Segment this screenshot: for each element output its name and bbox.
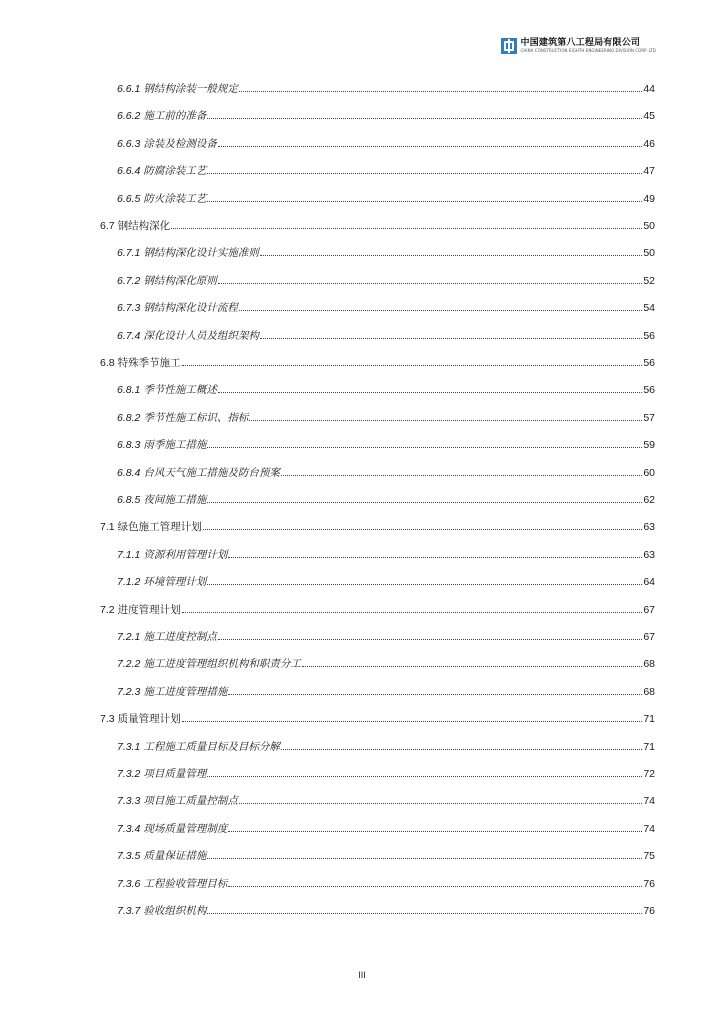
toc-entry-page: 52 <box>643 274 655 287</box>
toc-dot-leader <box>207 447 642 448</box>
toc-entry-number: 7.3.1 <box>117 740 141 753</box>
toc-entry[interactable] <box>117 82 655 96</box>
toc-entry-page: 76 <box>643 877 655 890</box>
page-number: III <box>358 970 366 980</box>
toc-dot-leader <box>281 749 642 750</box>
toc-entry[interactable] <box>100 712 655 726</box>
toc-entry-number: 6.8.3 <box>117 439 141 452</box>
toc-entry-number: 7.3.5 <box>117 850 141 863</box>
toc-entry-page: 50 <box>643 220 655 232</box>
toc-dot-leader <box>239 91 642 92</box>
toc-entry-page: 71 <box>643 713 655 726</box>
toc-entry-title: 施工进度管理措施 <box>143 685 228 698</box>
toc-entry-number: 7.1.2 <box>117 576 141 589</box>
toc-entry-title: 防腐涂装工艺 <box>143 165 207 178</box>
toc-entry[interactable] <box>100 520 655 534</box>
toc-entry-number: 6.6.3 <box>117 137 141 150</box>
toc-dot-leader <box>218 283 642 284</box>
toc-entry[interactable] <box>117 164 655 178</box>
cscec-logo-icon <box>501 38 517 54</box>
toc-dot-leader <box>260 338 642 339</box>
toc-entry-title: 钢结构深化设计流程 <box>143 302 238 315</box>
toc-dot-leader <box>281 475 642 476</box>
toc-dot-leader <box>228 557 642 558</box>
toc-entry-title: 资源利用管理计划 <box>143 548 228 561</box>
toc-entry-page: 68 <box>643 685 655 698</box>
toc-entry[interactable] <box>117 822 655 836</box>
toc-entry[interactable] <box>117 794 655 808</box>
toc-dot-leader <box>182 612 643 613</box>
page-header <box>501 38 657 54</box>
toc-entry[interactable] <box>117 383 655 397</box>
toc-entry-page: 74 <box>643 795 655 808</box>
toc-entry-number: 7.1.1 <box>117 548 141 561</box>
toc-entry[interactable] <box>100 603 655 617</box>
toc-entry-number: 7.3.3 <box>117 795 141 808</box>
toc-dot-leader <box>249 420 642 421</box>
toc-entry[interactable] <box>117 493 655 507</box>
toc-entry[interactable] <box>100 356 655 370</box>
toc-entry-page: 63 <box>643 521 655 534</box>
toc-dot-leader <box>171 228 642 229</box>
toc-entry-page: 56 <box>643 384 655 397</box>
toc-entry-title: 深化设计人员及组织架构 <box>143 329 259 342</box>
toc-entry-page: 56 <box>643 357 655 369</box>
toc-dot-leader <box>207 201 642 202</box>
toc-entry-title: 台风天气施工措施及防台预案 <box>143 466 280 479</box>
toc-entry[interactable] <box>117 657 655 671</box>
toc-entry[interactable] <box>117 877 655 891</box>
toc-entry-title: 现场质量管理制度 <box>143 822 228 835</box>
toc-entry-number: 6.7.1 <box>117 247 141 260</box>
toc-entry-number: 7.2 <box>100 603 115 616</box>
toc-dot-leader <box>207 118 642 119</box>
toc-entry-number: 7.3.2 <box>117 768 141 780</box>
toc-entry-title: 防火涂装工艺 <box>143 192 207 205</box>
toc-entry-number: 7.2.3 <box>117 685 141 698</box>
toc-entry[interactable] <box>117 274 655 288</box>
toc-entry[interactable] <box>117 109 655 123</box>
toc-entry-page: 72 <box>643 768 655 780</box>
company-name-en: CHINA CONSTRUCTION EIGHTH ENGINEERING DIVISION CORP. LTD <box>520 48 656 53</box>
toc-entry-page: 68 <box>643 658 655 671</box>
toc-entry[interactable] <box>117 630 655 644</box>
company-name-block <box>521 38 657 54</box>
toc-entry-title: 施工进度控制点 <box>143 631 217 643</box>
toc-entry-title: 进度管理计划 <box>117 603 181 616</box>
toc-entry-page: 62 <box>643 494 655 506</box>
toc-dot-leader <box>218 639 642 640</box>
toc-entry-title: 特殊季节施工 <box>117 357 181 369</box>
toc-entry-page: 75 <box>643 850 655 863</box>
toc-entry-page: 74 <box>643 822 655 835</box>
toc-dot-leader <box>207 776 642 777</box>
toc-entry-page: 63 <box>643 548 655 561</box>
toc-entry-title: 涂装及检测设备 <box>143 137 217 150</box>
toc-entry[interactable] <box>117 904 655 918</box>
toc-entry-number: 7.3.7 <box>117 905 141 917</box>
toc-entry-title: 质量管理计划 <box>117 713 181 726</box>
toc-dot-leader <box>239 803 642 804</box>
toc-entry-title: 项目质量管理 <box>143 768 207 780</box>
toc-entry-title: 施工进度管理组织机构和职责分工 <box>143 658 301 671</box>
toc-dot-leader <box>182 365 643 366</box>
toc-entry-number: 7.1 <box>100 521 115 534</box>
toc-entry-number: 6.8.2 <box>117 411 141 424</box>
toc-entry-page: 57 <box>643 411 655 424</box>
toc-entry[interactable] <box>117 740 655 754</box>
toc-entry-title: 钢结构深化设计实施准则 <box>143 247 259 260</box>
toc-entry-page: 67 <box>643 603 655 616</box>
toc-dot-leader <box>207 584 642 585</box>
toc-entry-number: 6.6.1 <box>117 83 141 95</box>
toc-entry[interactable] <box>117 767 655 781</box>
toc-dot-leader <box>218 392 642 393</box>
toc-entry[interactable] <box>117 301 655 315</box>
toc-entry[interactable] <box>100 219 655 233</box>
toc-entry[interactable] <box>117 466 655 480</box>
toc-entry-number: 7.2.1 <box>117 631 141 643</box>
toc-entry[interactable] <box>117 411 655 425</box>
toc-entry-page: 44 <box>643 83 655 95</box>
toc-entry[interactable] <box>117 685 655 699</box>
toc-dot-leader <box>207 502 642 503</box>
toc-entry-title: 项目施工质量控制点 <box>143 795 238 808</box>
company-name-cn: 中国建筑第八工程局有限公司 <box>520 38 641 48</box>
toc-entry-number: 6.7.2 <box>117 274 141 287</box>
toc-entry-title: 夜间施工措施 <box>143 494 207 506</box>
toc-entry-number: 6.6.2 <box>117 110 141 123</box>
toc-entry[interactable] <box>117 548 655 562</box>
toc-entry-number: 6.7.3 <box>117 302 141 315</box>
toc-entry-number: 7.3.6 <box>117 877 141 890</box>
toc-entry-page: 50 <box>643 247 655 260</box>
toc-entry-title: 雨季施工措施 <box>143 439 207 452</box>
toc-entry[interactable] <box>117 246 655 260</box>
toc-entry-number: 7.2.2 <box>117 658 141 671</box>
toc-entry-title: 钢结构涂装一般规定 <box>143 83 238 95</box>
toc-entry-page: 54 <box>643 302 655 315</box>
toc-entry-page: 45 <box>643 110 655 123</box>
toc-entry-number: 6.7 <box>100 220 115 232</box>
toc-entry-number: 6.8.1 <box>117 384 141 397</box>
toc-entry-title: 施工前的准备 <box>143 110 207 123</box>
toc-dot-leader <box>228 831 642 832</box>
toc-entry-title: 绿色施工管理计划 <box>117 521 202 534</box>
toc-dot-leader <box>218 146 642 147</box>
toc-dot-leader <box>228 886 642 887</box>
toc-entry-title: 季节性施工概述 <box>143 384 217 397</box>
toc-entry[interactable] <box>117 329 655 343</box>
toc-entry[interactable] <box>117 137 655 151</box>
toc-entry-title: 工程施工质量目标及目标分解 <box>143 740 280 753</box>
toc-dot-leader <box>260 255 642 256</box>
toc-entry-title: 钢结构深化 <box>117 220 171 232</box>
toc-dot-leader <box>207 858 642 859</box>
toc-entry-page: 76 <box>643 905 655 917</box>
toc-entry-page: 67 <box>643 631 655 643</box>
toc-entry[interactable] <box>117 438 655 452</box>
toc-entry-page: 56 <box>643 329 655 342</box>
toc-entry-page: 49 <box>643 192 655 205</box>
toc-dot-leader <box>207 173 642 174</box>
toc-entry-number: 7.3 <box>100 713 115 726</box>
toc-entry-page: 60 <box>643 466 655 479</box>
toc-entry-title: 钢结构深化原则 <box>143 274 217 287</box>
toc-entry-page: 46 <box>643 137 655 150</box>
toc-dot-leader <box>203 529 643 530</box>
toc-entry-title: 验收组织机构 <box>143 905 207 917</box>
toc-entry-page: 64 <box>643 576 655 589</box>
toc-entry-page: 71 <box>643 740 655 753</box>
toc-entry-number: 6.8 <box>100 357 115 369</box>
toc-dot-leader <box>239 310 642 311</box>
toc-entry-page: 47 <box>643 165 655 178</box>
toc-entry[interactable] <box>117 849 655 863</box>
toc-entry-number: 6.6.5 <box>117 192 141 205</box>
toc-entry-number: 6.6.4 <box>117 165 141 178</box>
toc-entry-number: 6.7.4 <box>117 329 141 342</box>
toc-entry[interactable] <box>117 575 655 589</box>
toc-entry-title: 工程验收管理目标 <box>143 877 228 890</box>
toc-entry-page: 59 <box>643 439 655 452</box>
toc-dot-leader <box>207 913 642 914</box>
toc-entry-title: 环境管理计划 <box>143 576 207 589</box>
toc-entry-number: 6.8.5 <box>117 494 141 506</box>
toc-dot-leader <box>228 694 642 695</box>
toc-entry-number: 7.3.4 <box>117 822 141 835</box>
toc-entry-title: 质量保证措施 <box>143 850 207 863</box>
toc-entry[interactable] <box>117 192 655 206</box>
toc-dot-leader <box>302 666 642 667</box>
toc-entry-number: 6.8.4 <box>117 466 141 479</box>
toc-dot-leader <box>182 721 643 722</box>
toc-entry-title: 季节性施工标识、指标 <box>143 411 249 424</box>
